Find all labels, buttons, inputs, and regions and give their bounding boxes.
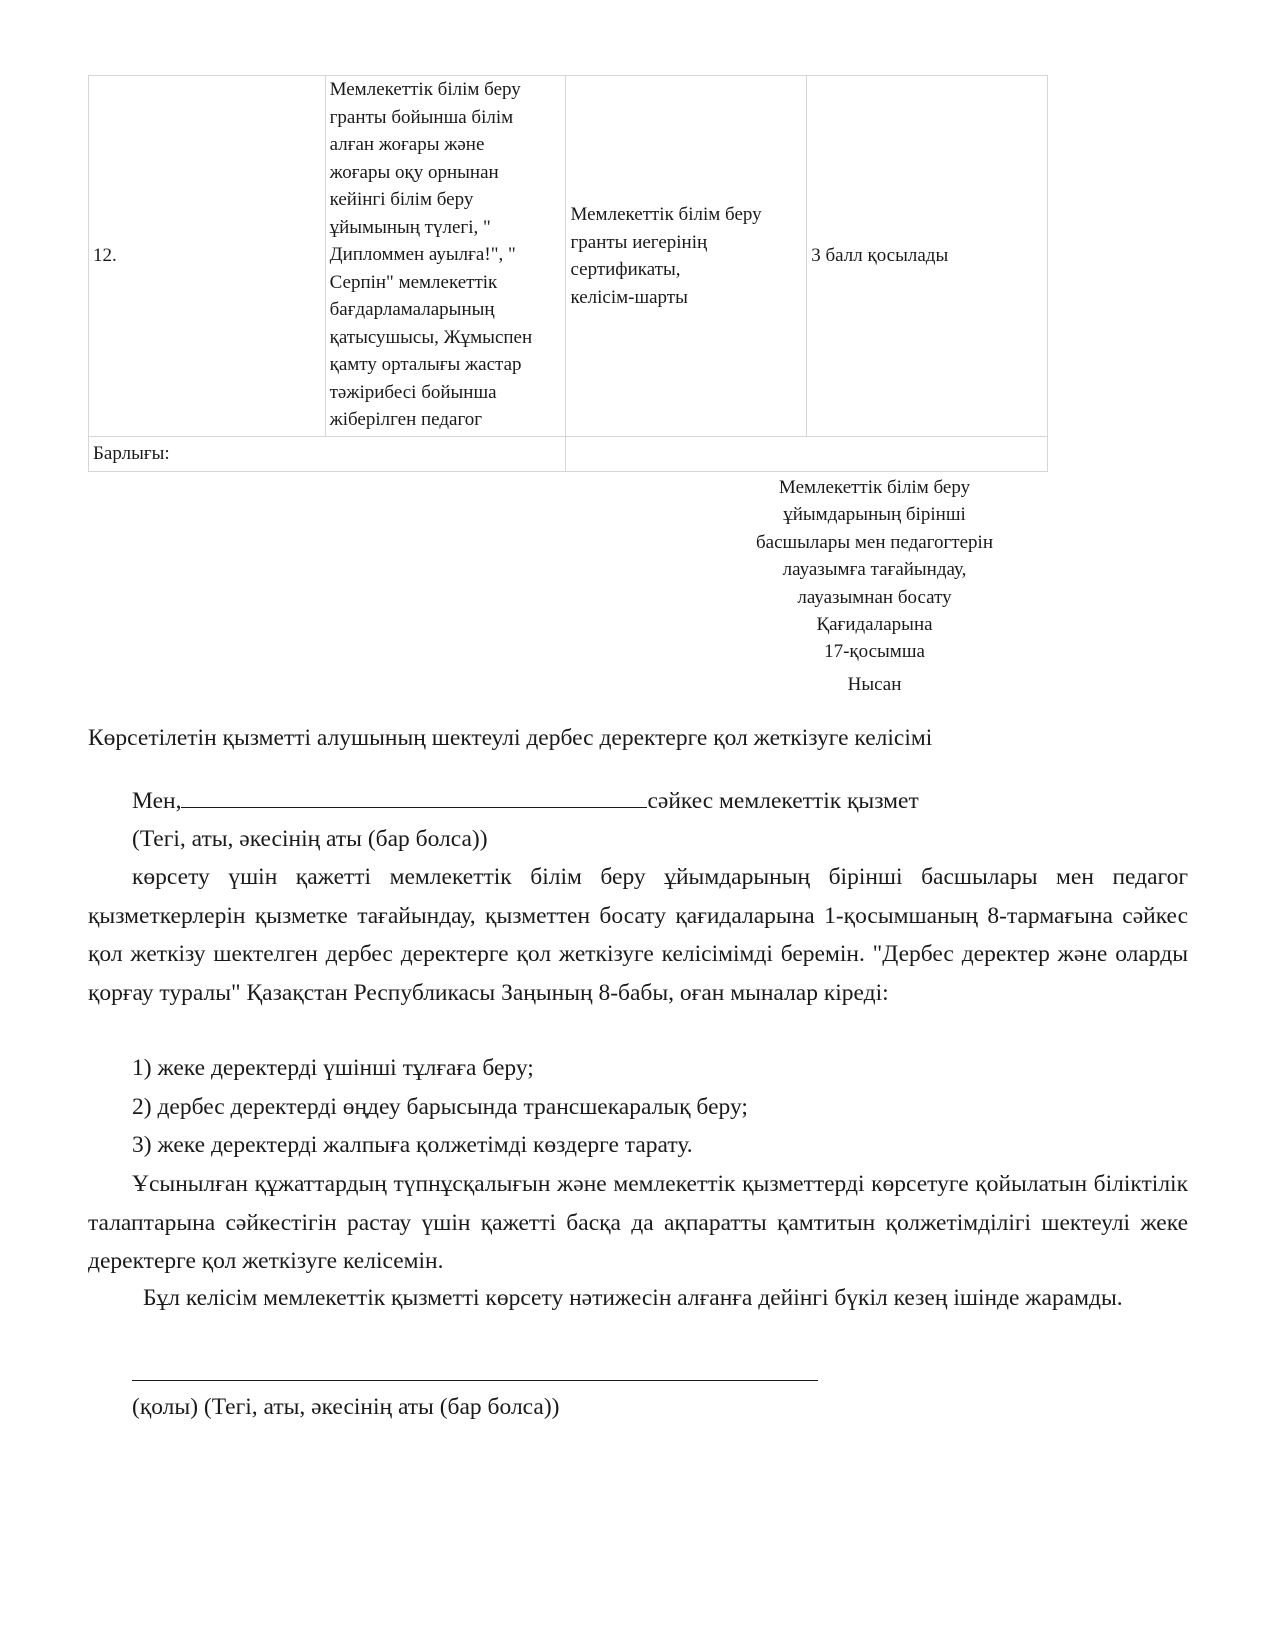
criterion-description: Мемлекеттік білім беру гранты бойынша білім алған жоғары және жоғары оқу орнынан кейінгі білім беру ұйымының түлегі, " Дипломмен ауылға!", " Серпін" мемлекеттік бағдарламаларының қатысушысы, Жұмыспен қамту орталығы жастар тәжірибесі бойынша жіберілген педагог xyxy=(325,76,566,437)
total-label: Барлығы: xyxy=(89,437,566,472)
list-item: 2) дербес деректерді өңдеу барысында трансшекаралық беру; xyxy=(132,1094,748,1120)
total-value xyxy=(566,437,1048,472)
consent-paragraph: көрсету үшін қажетті мемлекеттік білім беру ұйымдарының бірінші басшылары мен педагог қызметкерлерін қызметке тағайындау, қызметтен босату қағидаларына 1-қосымшаның 8-тармағына сәйкес қол жеткізу шектелген дербес деректерге қол жеткізуге келісімімді беремін. "Дербес деректер және оларды қорғау туралы" Қазақстан Республикасы Заңының 8-бабы, оған мыналар кіреді: xyxy=(88,864,1188,1006)
list-item: 3) жеке деректерді жалпыға қолжетімді көздерге тарату. xyxy=(132,1132,693,1158)
appendix-note: Мемлекеттік білім беру ұйымдарының бірінші басшылары мен педагогтерін лауазымға тағайындау, лауазымнан босату Қағидаларына 17-қосымша Нысан xyxy=(712,474,1037,698)
document-title: Көрсетілетін қызметті алушының шектеулі дербес деректерге қол жеткізуге келісімі xyxy=(88,725,933,751)
points-awarded: 3 балл қосылады xyxy=(807,76,1048,437)
agreement-paragraph: Ұсынылған құжаттардың түпнұсқалығын және мемлекеттік қызметтерді көрсетуге қойылатын біліктілік талаптарына сәйкестігін растау үшін қажетті басқа да ақпаратты қамтитын қолжетімділігі шектеулі жеке деректерге қол жеткізуге келісемін. xyxy=(88,1171,1188,1274)
name-line: Мен, сәйкес мемлекеттік қызмет xyxy=(132,782,1232,821)
validity-paragraph: Бұл келісім мемлекеттік қызметті көрсету нәтижесін алғанға дейінгі бүкіл кезең ішінде жарамды. xyxy=(143,1285,1123,1311)
table-total-row xyxy=(89,437,1048,472)
table-row xyxy=(89,76,1048,437)
signature-line[interactable] xyxy=(132,1380,818,1381)
name-caption: (Тегі, аты, әкесінің аты (бар болса)) xyxy=(132,826,488,852)
supporting-document: Мемлекеттік білім беру гранты иегерінің сертификаты, келісім-шарты xyxy=(566,76,807,437)
form-label: Нысан xyxy=(847,673,902,695)
list-item: 1) жеке деректерді үшінші тұлғаға беру; xyxy=(132,1055,534,1081)
criteria-table xyxy=(88,75,1048,472)
name-blank-field[interactable] xyxy=(181,785,647,808)
signature-caption: (қолы) (Тегі, аты, әкесінің аты (бар болса)) xyxy=(132,1394,560,1420)
row-number: 12. xyxy=(89,76,326,437)
